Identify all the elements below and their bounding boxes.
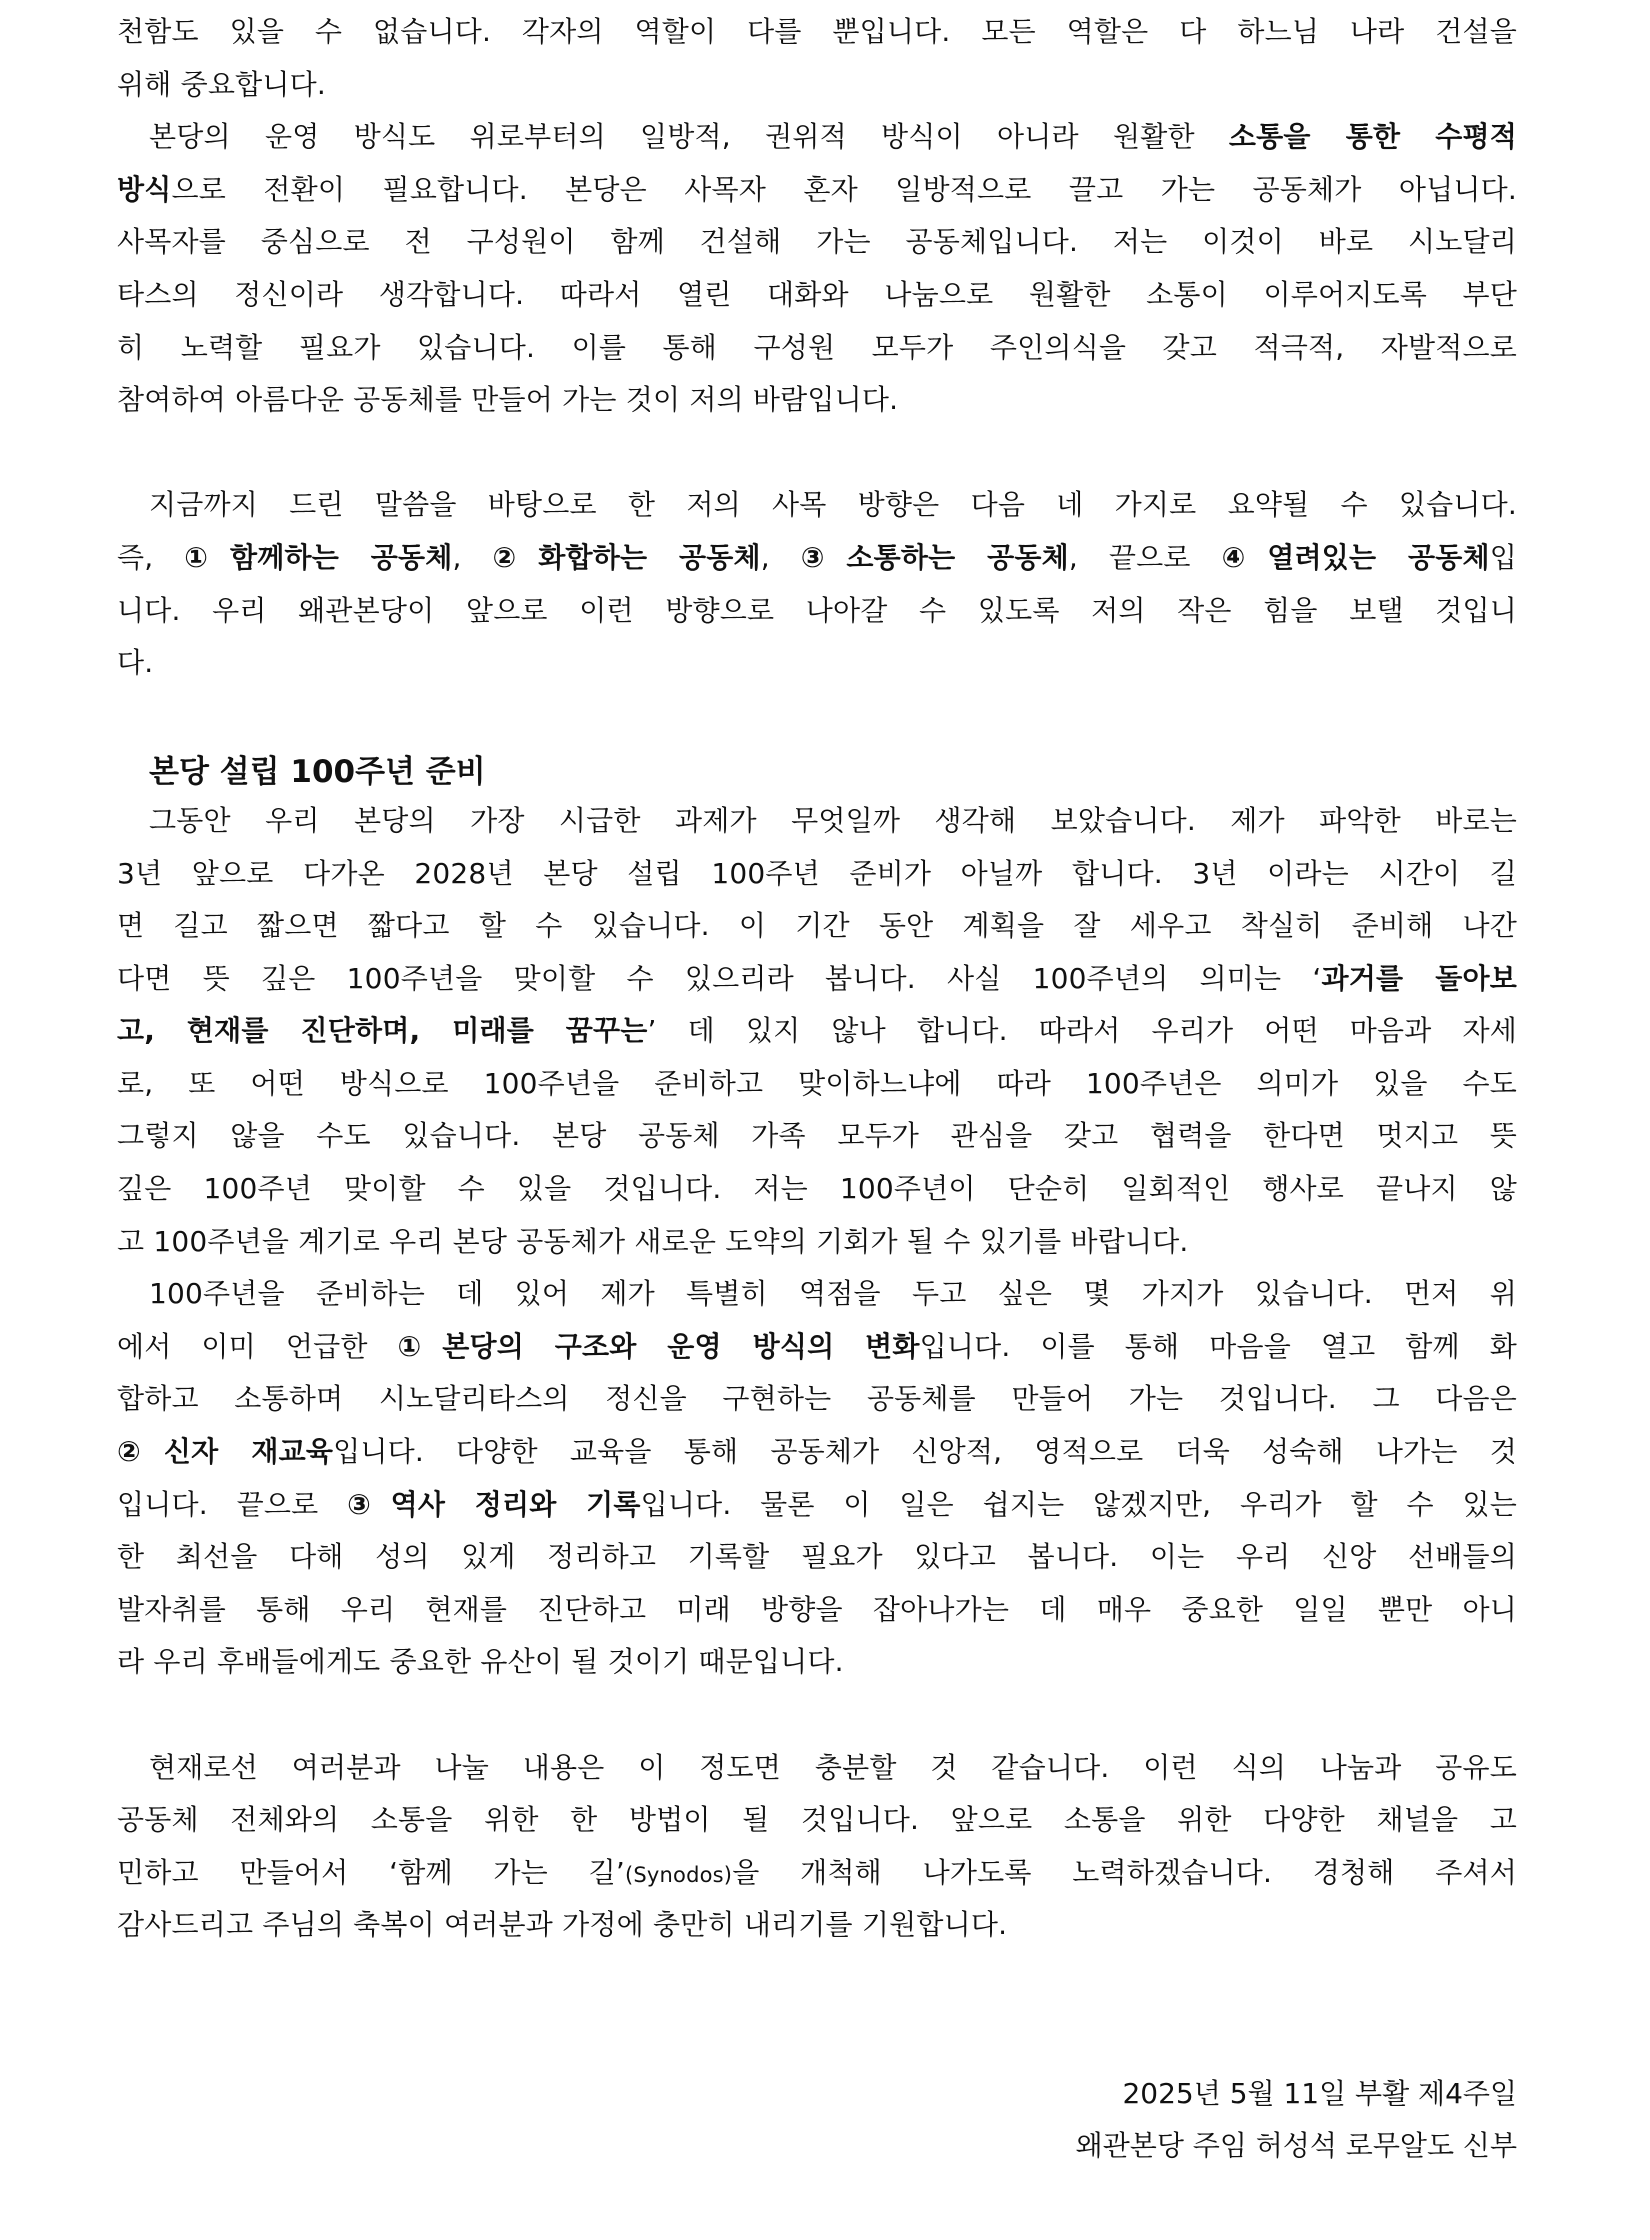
bold-emphasis: ①본당의 구조와 운영 방식의 변화: [397, 1329, 920, 1363]
paragraph-pastoral-directions: [117, 479, 1517, 689]
bold-emphasis: ②화합하는 공동체: [492, 540, 761, 574]
text-line: [117, 532, 1517, 585]
text-run: 을 개척해 나가도록 노력하겠습니다. 경청해 주셔서: [732, 1855, 1517, 1889]
text-run: ,: [760, 540, 801, 574]
text-run: ,: [452, 540, 493, 574]
text-line: 로, 또 어떤 방식으로 100주년을 준비하고 맞이하느냐에 따라 100주년은 의미가 있을 수도: [117, 1066, 1517, 1100]
text-line: [117, 1479, 1517, 1532]
text-run: 입니다. 물론 이 일은 쉽지는 않겠지만, 우리가 할 수 있는: [640, 1487, 1517, 1521]
paragraph-centennial: [117, 795, 1517, 1268]
text-line: 그동안 우리 본당의 가장 시급한 과제가 무엇일까 생각해 보았습니다. 제가 파악한 바로는: [149, 803, 1517, 837]
text-line: 한 최선을 다해 성의 있게 정리하고 기록할 필요가 있다고 봅니다. 이는 우리 신앙 선배들의: [117, 1540, 1517, 1574]
text-line: 사목자를 중심으로 전 구성원이 함께 건설해 가는 공동체입니다. 저는 이것이 바로 시노달리: [117, 225, 1517, 259]
text-run: 에서 이미 언급한: [117, 1329, 398, 1363]
text-line: 지금까지 드린 말씀을 바탕으로 한 저의 사목 방향은 다음 네 가지로 요약될 수 있습니다.: [149, 488, 1517, 522]
text-line: 라 우리 후배들에게도 중요한 유산이 될 것이기 때문입니다.: [117, 1645, 844, 1679]
text-line: [117, 1321, 1517, 1374]
text-run: 다면 뜻 깊은 100주년을 맞이할 수 있으리라 봅니다. 사실 100주년의 의미는 ‘: [117, 961, 1322, 995]
text-line: [117, 1847, 1517, 1900]
text-line: 3년 앞으로 다가온 2028년 본당 설립 100주년 준비가 아닐까 합니다. 3년 이라는 시간이 길: [117, 856, 1517, 890]
paragraph-priorities: [117, 1268, 1517, 1689]
text-line: 발자취를 통해 우리 현재를 진단하고 미래 방향을 잡아나가는 데 매우 중요한 일일 뿐만 아니: [117, 1592, 1517, 1626]
text-line: 공동체 전체와의 소통을 위한 한 방법이 될 것입니다. 앞으로 소통을 위한 다양한 채널을 고: [117, 1803, 1517, 1837]
bold-emphasis: 과거를 돌아보: [1321, 961, 1518, 995]
text-run: 민하고 만들어서 ‘함께 가는 길’: [117, 1855, 625, 1889]
text-run: 입니다. 이를 통해 마음을 열고 함께 화: [919, 1329, 1517, 1363]
text-run: 입니다. 다양한 교육을 통해 공동체가 신앙적, 영적으로 더욱 성숙해 나가는 것: [333, 1435, 1517, 1469]
bold-emphasis: 고, 현재를 진단하며, 미래를 꿈꾸는: [117, 1014, 648, 1048]
text-run: 으로 전환이 필요합니다. 본당은 사목자 혼자 일방적으로 끌고 가는 공동체가 아닙니다.: [171, 172, 1517, 206]
text-run: 입: [1489, 540, 1518, 574]
text-line: 감사드리고 주님의 축복이 여러분과 가정에 충만히 내리기를 기원합니다.: [117, 1908, 1008, 1942]
signature-author: 왜관본당 주임 허성석 로무알도 신부: [1075, 2129, 1517, 2162]
text-line: 면 길고 짧으면 짧다고 할 수 있습니다. 이 기간 동안 계획을 잘 세우고 착실히 준비해 나간: [117, 909, 1517, 943]
paragraph-spacer: [117, 1689, 1517, 1742]
bold-emphasis: ③역사 정리와 기록: [347, 1487, 641, 1521]
text-line: [117, 953, 1517, 1006]
text-line: 천함도 있을 수 없습니다. 각자의 역할이 다를 뿐입니다. 모든 역할은 다 하느님 나라 건설을: [117, 15, 1517, 48]
text-line: 니다. 우리 왜관본당이 앞으로 이런 방향으로 나아갈 수 있도록 저의 작은 힘을 보탤 것입니: [117, 593, 1517, 627]
text-line: [117, 1426, 1517, 1479]
latin-term: (Synodos): [624, 1862, 733, 1887]
text-line: 다.: [117, 646, 154, 680]
text-line: 타스의 정신이라 생각합니다. 따라서 열린 대화와 나눔으로 원활한 소통이 이루어지도록 부단: [117, 277, 1517, 311]
document-page: [117, 6, 1517, 1952]
text-line: 100주년을 준비하는 데 있어 제가 특별히 역점을 두고 싶은 몇 가지가 있습니다. 먼저 위: [149, 1277, 1517, 1311]
text-line: 위해 중요합니다.: [117, 67, 326, 101]
section-heading: 본당 설립 100주년 준비: [149, 754, 486, 791]
text-run: 입니다. 끝으로: [117, 1487, 348, 1521]
text-line: [117, 1005, 1517, 1058]
text-line: 깊은 100주년 맞이할 수 있을 것입니다. 저는 100주년이 단순히 일회적인 행사로 끝나지 않: [117, 1172, 1517, 1206]
text-line: 현재로선 여러분과 나눌 내용은 이 정도면 충분할 것 같습니다. 이런 식의 나눔과 공유도: [149, 1750, 1517, 1784]
paragraph-horizontal-communication: [117, 111, 1517, 427]
bold-emphasis: 방식: [117, 172, 172, 206]
bold-emphasis: 소통을 통한 수평적: [1228, 120, 1517, 154]
text-line: [117, 164, 1517, 217]
text-line: 합하고 소통하며 시노달리타스의 정신을 구현하는 공동체를 만들어 가는 것입니다. 그 다음은: [117, 1382, 1517, 1416]
text-line: 그렇지 않을 수도 있습니다. 본당 공동체 가족 모두가 관심을 갖고 협력을 한다면 멋지고 뜻: [117, 1119, 1517, 1153]
text-run: ’ 데 있지 않나 합니다. 따라서 우리가 어떤 마음과 자세: [647, 1014, 1517, 1048]
text-line: [117, 111, 1517, 164]
signature-date: 2025년 5월 11일 부활 제4주일: [1122, 2077, 1517, 2110]
text-line: 히 노력할 필요가 있습니다. 이를 통해 구성원 모두가 주인의식을 갖고 적극적, 자발적으로: [117, 330, 1517, 364]
paragraph-spacer: [117, 690, 1517, 743]
text-run: 즉,: [117, 540, 185, 574]
bold-emphasis: ③소통하는 공동체: [800, 540, 1069, 574]
text-line: 참여하여 아름다운 공동체를 만들어 가는 것이 저의 바람입니다.: [117, 383, 899, 417]
paragraph-spacer: [117, 427, 1517, 480]
paragraph-closing: [117, 1742, 1517, 1952]
bold-emphasis: ②신자 재교육: [117, 1435, 334, 1469]
text-run: , 끝으로: [1068, 540, 1222, 574]
bold-emphasis: ④열려있는 공동체: [1221, 540, 1490, 574]
text-line: 고 100주년을 계기로 우리 본당 공동체가 새로운 도약의 기회가 될 수 있기를 바랍니다.: [117, 1224, 1189, 1258]
bold-emphasis: ①함께하는 공동체: [184, 540, 453, 574]
text-run: 본당의 운영 방식도 위로부터의 일방적, 권위적 방식이 아니라 원활한: [149, 120, 1229, 154]
paragraph-roles: [117, 6, 1517, 111]
